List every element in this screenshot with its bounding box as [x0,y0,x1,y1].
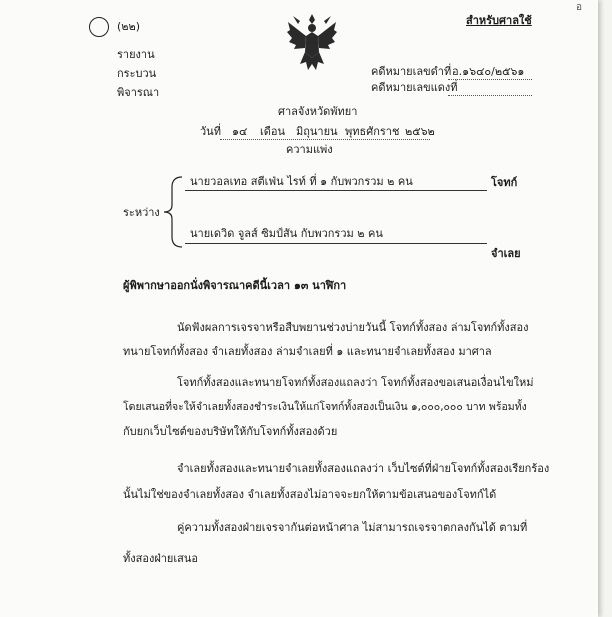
date-day-label: วันที่ [200,125,221,138]
plaintiff-role: โจทก์ [491,176,518,189]
date-month-label: เดือน [260,125,286,138]
date-year: ๒๕๖๒ [405,125,435,138]
plaintiff-name: นายวอลเทอ สตีเฟ่น ไรท์ ที่ ๑ กับพวกรวม ๒ คน [190,175,413,188]
black-case-number: อ.๑๖๔๐/๒๕๖๑ [452,65,525,78]
body-line-8: คู่ความทั้งสองฝ่ายเจรจากันต่อหน้าศาล ไม่สามารถเจรจาตกลงกันได้ ตามที่ [177,521,528,534]
body-line-9: ทั้งสองฝ่ายเสนอ [123,552,198,565]
case-type: ความแพ่ง [286,143,333,156]
black-case-dotted-line [448,79,532,80]
report-line-3: พิจารณา [117,86,160,99]
garuda-emblem-icon [286,12,338,74]
red-case-dotted-line [448,95,532,96]
report-line-1: รายงาน [117,48,155,61]
court-name: ศาลจังหวัดพัทยา [278,105,358,118]
body-line-2: ทนายโจทก์ทั้งสอง จำเลยทั้งสอง ล่ามจำเลยที่ ๑ และทนายจำเลยทั้งสอง มาศาล [123,345,492,358]
hole-punch-circle [89,17,109,37]
date-year-label: พุทธศักราช [345,125,400,138]
black-case-label: คดีหมายเลขดำที่ [371,65,452,78]
corner-mark: อ [576,2,583,13]
body-line-3: โจทก์ทั้งสองและทนายโจทก์ทั้งสองแถลงว่า โจทก์ทั้งสองขอเสนอเงื่อนไขใหม่ [177,376,534,389]
form-number: (๒๒) [117,20,141,33]
date-dotted-line [220,139,430,140]
curly-brace [160,175,186,249]
session-heading: ผู้พิพากษาออกนั่งพิจารณาคดีนี้เวลา ๑๓ นาฬิกา [123,279,347,292]
defendant-name: นายเดวิด จูลส์ ซิมป์สัน กับพวกรวม ๒ คน [190,227,383,240]
body-line-5: กับยกเว็บไซต์ของบริษัทให้กับโจทก์ทั้งสองด้วย [123,425,338,438]
date-month: มิถุนายน [296,125,338,138]
date-day: ๑๔ [232,125,248,138]
body-line-1: นัดฟังผลการเจรจาหรือสืบพยานช่วงบ่ายวันนี้ โจทก์ทั้งสอง ล่ามโจทก์ทั้งสอง [177,321,529,334]
red-case-label: คดีหมายเลขแดงที่ [371,81,458,94]
body-line-6: จำเลยทั้งสองและทนายจำเลยทั้งสองแถลงว่า เว็บไซต์ที่ฝ่ายโจทก์ทั้งสองเรียกร้อง [177,462,550,475]
report-line-2: กระบวน [117,67,157,80]
between-label: ระหว่าง [123,206,160,219]
defendant-underline [185,243,487,244]
plaintiff-underline [185,190,487,191]
body-line-4: โดยเสนอที่จะให้จำเลยทั้งสองชำระเงินให้แก่โจทก์ทั้งสองเป็นเงิน ๑,๐๐๐,๐๐๐ บาท พร้อมทั้ง [123,401,527,413]
defendant-role: จำเลย [491,247,521,260]
court-use-label: สำหรับศาลใช้ [466,14,532,27]
body-line-7: นั้นไม่ใช่ของจำเลยทั้งสอง จำเลยทั้งสองไม่อาจจะยกให้ตามข้อเสนอของโจทก์ได้ [123,488,497,501]
